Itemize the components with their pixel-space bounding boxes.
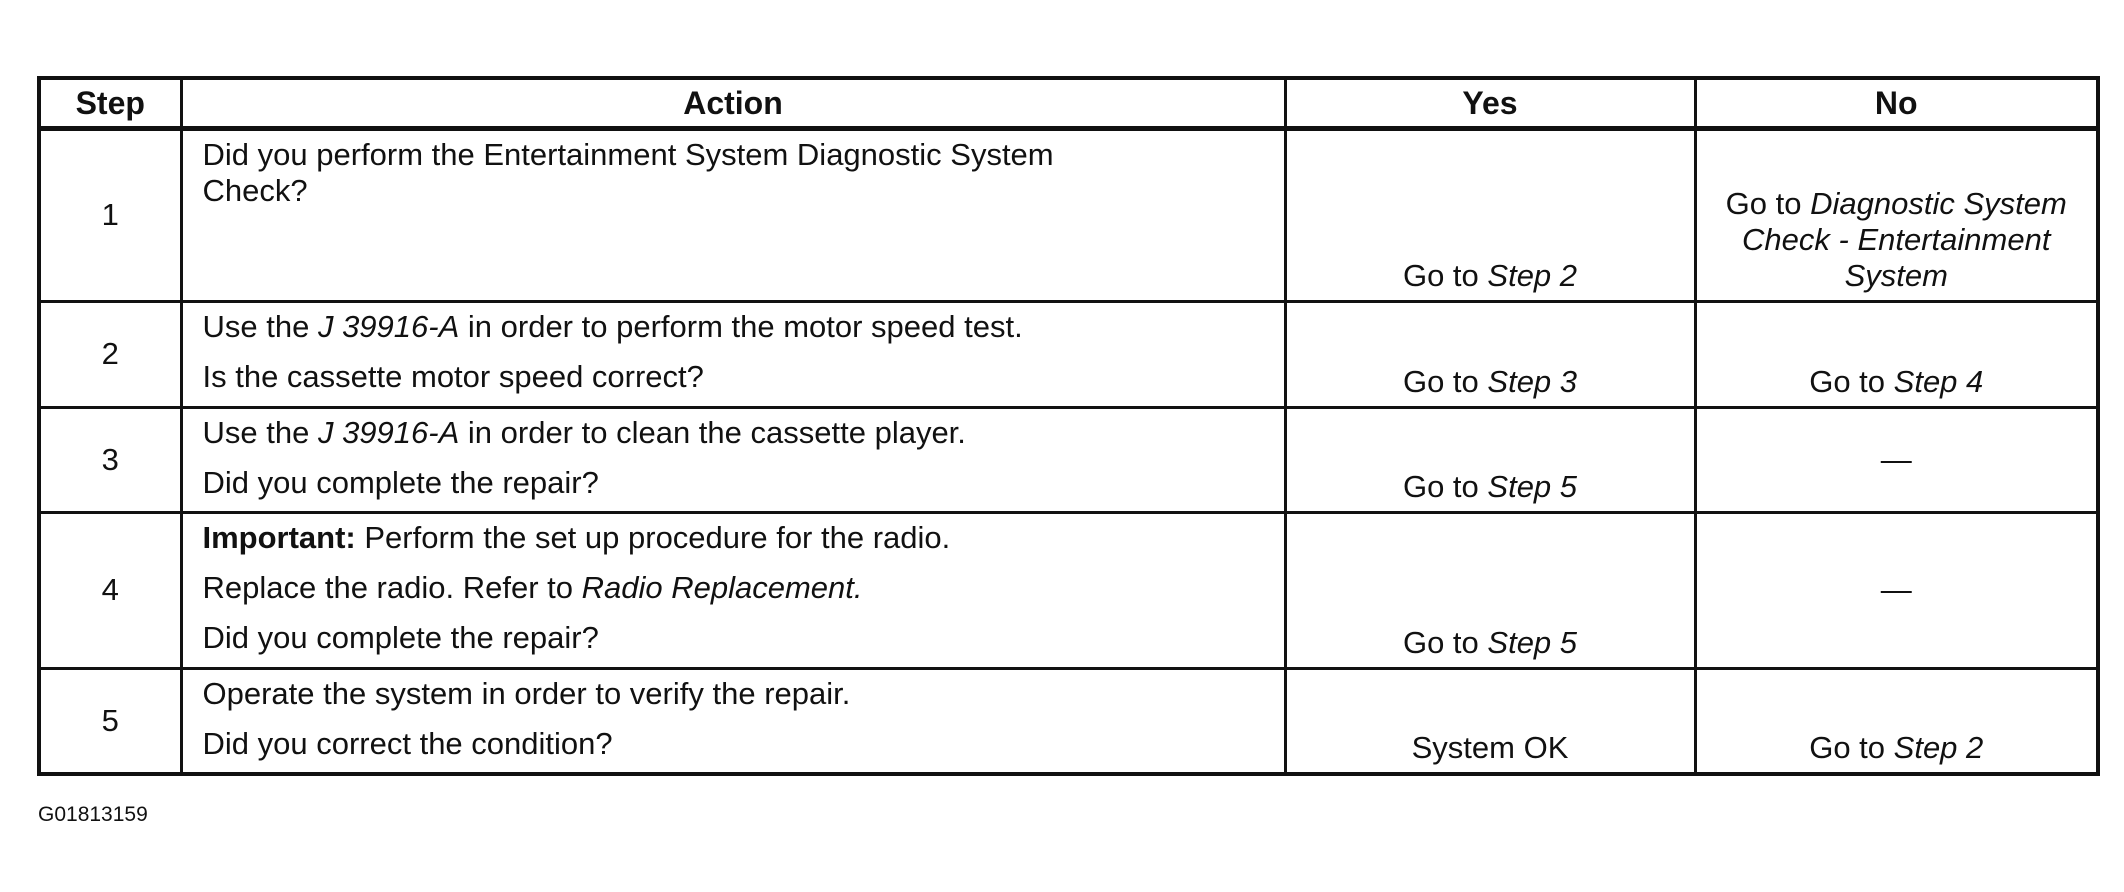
no-text: Step 2 <box>1893 730 1984 765</box>
yes-cell <box>1285 129 1695 302</box>
action-text: Did you correct the condition? <box>202 725 613 761</box>
yes-text: Go to <box>1402 363 1488 399</box>
action-text: Is the cassette motor speed correct? <box>202 358 704 394</box>
no-cell <box>1695 513 2098 669</box>
action-text: Perform the set up procedure for the radio. <box>355 520 951 556</box>
step-number: 2 <box>39 301 181 407</box>
no-cell <box>1695 129 2098 302</box>
yes-cell <box>1285 301 1695 407</box>
action-text: Did you complete the repair? <box>202 464 599 500</box>
yes-text: Step 2 <box>1487 257 1578 293</box>
header-step: Step <box>39 78 181 129</box>
yes-text: Go to <box>1402 257 1488 293</box>
step-number: 1 <box>39 129 181 302</box>
figure-id: G01813159 <box>38 803 148 826</box>
action-text: Did you perform the Entertainment System Diagnostic System Check? <box>202 137 1054 208</box>
no-text: Go to <box>1809 730 1894 765</box>
action-text: in order to clean the cassette player. <box>459 414 966 450</box>
table-row <box>39 668 2098 774</box>
action-text: J 39916-A <box>317 414 460 450</box>
action-cell <box>181 301 1285 407</box>
step-number: 4 <box>39 513 181 669</box>
action-cell <box>181 129 1285 302</box>
action-text: Use the <box>202 414 318 450</box>
action-line <box>203 520 1264 556</box>
no-text: Diagnostic System Check - Entertainment System <box>1742 185 2067 293</box>
header-no: No <box>1695 78 2098 129</box>
action-line <box>203 726 1264 762</box>
yes-text: Step 5 <box>1487 469 1578 505</box>
action-line <box>203 465 1264 501</box>
action-text: J 39916-A <box>317 308 460 344</box>
yes-cell <box>1285 513 1695 669</box>
no-cell <box>1695 301 2098 407</box>
action-text: Use the <box>202 308 318 344</box>
table-row <box>39 129 2098 302</box>
table-row <box>39 513 2098 669</box>
action-line <box>203 570 1264 606</box>
yes-text: Step 5 <box>1487 624 1578 660</box>
action-text: Replace the radio. Refer to <box>202 570 582 606</box>
yes-cell <box>1285 407 1695 513</box>
header-action: Action <box>181 78 1285 129</box>
action-cell <box>181 407 1285 513</box>
table-row <box>39 407 2098 513</box>
yes-text: Step 3 <box>1487 363 1578 399</box>
action-line <box>203 415 1264 451</box>
header-yes: Yes <box>1285 78 1695 129</box>
action-cell <box>181 513 1285 669</box>
action-cell <box>181 668 1285 774</box>
action-text: in order to perform the motor speed test. <box>459 308 1023 344</box>
table-row <box>39 301 2098 407</box>
action-line <box>203 620 1264 656</box>
no-cell <box>1695 668 2098 774</box>
action-line <box>203 359 1264 395</box>
action-line <box>203 676 1264 712</box>
no-text: Go to <box>1809 363 1894 399</box>
no-dash: — <box>1880 441 1912 477</box>
action-text: Important: <box>202 520 356 556</box>
yes-text: System OK <box>1411 730 1569 765</box>
yes-cell <box>1285 668 1695 774</box>
table-header-row <box>39 78 2098 129</box>
yes-text: Go to <box>1402 469 1488 505</box>
step-number: 5 <box>39 668 181 774</box>
no-cell <box>1695 407 2098 513</box>
action-text: Radio Replacement. <box>581 570 863 606</box>
diagnostic-table <box>37 76 2100 776</box>
step-number: 3 <box>39 407 181 513</box>
no-dash: — <box>1880 572 1912 608</box>
yes-text: Go to <box>1402 624 1488 660</box>
action-text: Operate the system in order to verify the repair. <box>202 675 851 711</box>
table-body <box>39 129 2098 775</box>
action-text: Did you complete the repair? <box>202 620 599 656</box>
action-line <box>203 137 1063 209</box>
action-line <box>203 309 1264 345</box>
no-text: Step 4 <box>1893 363 1984 399</box>
no-text: Go to <box>1725 185 1811 221</box>
